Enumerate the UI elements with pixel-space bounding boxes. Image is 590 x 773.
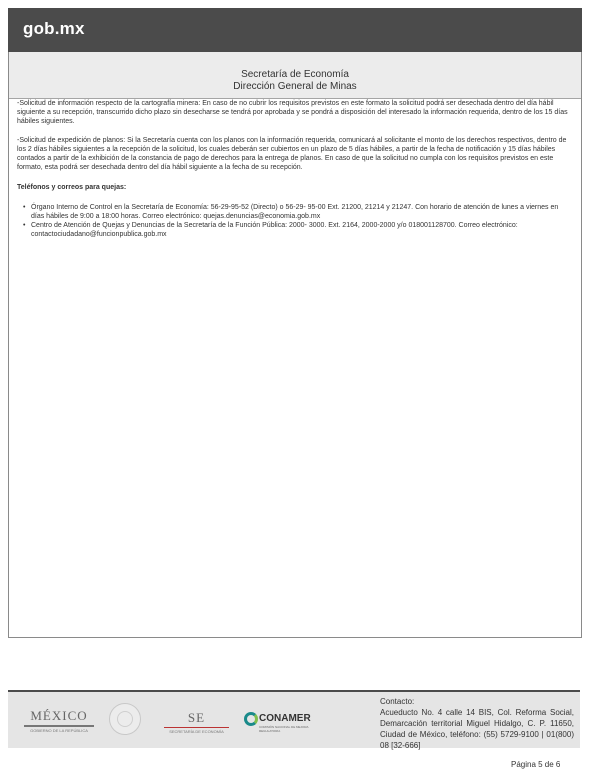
conamer-logo-subtext: COMISIÓN NACIONAL DE MEJORA REGULATORIA bbox=[259, 725, 309, 733]
se-logo-subtext: SECRETARÍA DE ECONOMÍA bbox=[169, 729, 224, 734]
document-header bbox=[9, 52, 581, 99]
divider bbox=[164, 727, 229, 728]
document-body bbox=[17, 100, 569, 240]
divider bbox=[24, 725, 94, 727]
paragraph-planos: -Solicitud de expedición de planos: Si la Secretaría cuenta con los planos con la información requerida, comunicará al solicitante el monto de los derechos respectivos, dentro de los 2 días hábiles siguientes a la recepción de la solicitud, los cuales deberán ser cubiertos en un plazo de 5 días hábiles, a partir de la fecha de notificación y 15 días hábiles contados a partir de la exhibición de la constancia de pago de derechos para la entrega de planos. En caso de que la solicitud no cumpla con los requisitos previstos en este formato, esta podrá ser desechada dentro del día hábil siguiente a la fecha de su recepción. bbox=[17, 137, 567, 171]
paragraph-cartografia: -Solicitud de información respecto de la cartografía minera: En caso de no cubrir los requisitos previstos en este formato la solicitud podrá ser desechada dentro del día hábil siguiente a su recepción, transcurrido dicho plazo sin desecharse se tendrá por aprobada y se pondrá a disposición del interesado la información requerida, dentro de los 15 días hábiles siguientes. bbox=[17, 100, 568, 125]
footer bbox=[8, 692, 580, 748]
page-title: Secretaría de Economía bbox=[241, 69, 349, 80]
document-frame bbox=[8, 52, 582, 638]
se-logo-text: SE bbox=[187, 710, 206, 725]
conamer-circle-icon bbox=[244, 712, 258, 726]
gob-mx-logo[interactable]: gob.mx bbox=[23, 19, 85, 38]
list-item-text: Centro de Atención de Quejas y Denuncias de la Secretaría de la Función Pública: 2000- 3000. Ext. 2164, 2000-2000 y/o 018001128700. Correo electrónico: contactociudadano@funcionpublica.gob.mx bbox=[31, 221, 518, 238]
complaints-heading: Teléfonos y correos para quejas: bbox=[17, 183, 127, 191]
footer-logos bbox=[24, 700, 364, 740]
page-number: Página 5 de 6 bbox=[511, 760, 561, 769]
mexico-logo-subtext: GOBIERNO DE LA REPÚBLICA bbox=[30, 728, 88, 733]
list-item bbox=[23, 204, 569, 222]
national-seal-icon bbox=[109, 703, 141, 735]
mexico-logo bbox=[24, 708, 94, 733]
contact-info: Contacto: Acueducto No. 4 calle 14 BIS, Col. Reforma Social, Demarcación territorial Miguel Hidalgo, C. P. 11650, Ciudad de México, teléfono: (55) 5729-9100 | 01(800) 08 [32-666] bbox=[380, 697, 574, 750]
conamer-logo-text: CONAMER bbox=[259, 713, 311, 724]
se-logo bbox=[164, 710, 229, 734]
list-item bbox=[23, 222, 569, 240]
mexico-logo-text: MÉXICO bbox=[30, 708, 88, 723]
page-subtitle: Dirección General de Minas bbox=[233, 81, 357, 92]
top-bar bbox=[8, 8, 582, 52]
bullet-icon: • bbox=[23, 204, 26, 212]
bullet-icon: • bbox=[23, 221, 26, 229]
list-item-text: Órgano Interno de Control en la Secretaría de Economía: 56-29-95-52 (Directo) o 56-29- 95-00 Ext. 21200, 21214 y 21247. Con horario de atención de lunes a viernes en días hábiles de 9:00 a 18:00 horas. Correo electrónico: quejas.denuncias@economia.gob.mx bbox=[31, 204, 559, 221]
